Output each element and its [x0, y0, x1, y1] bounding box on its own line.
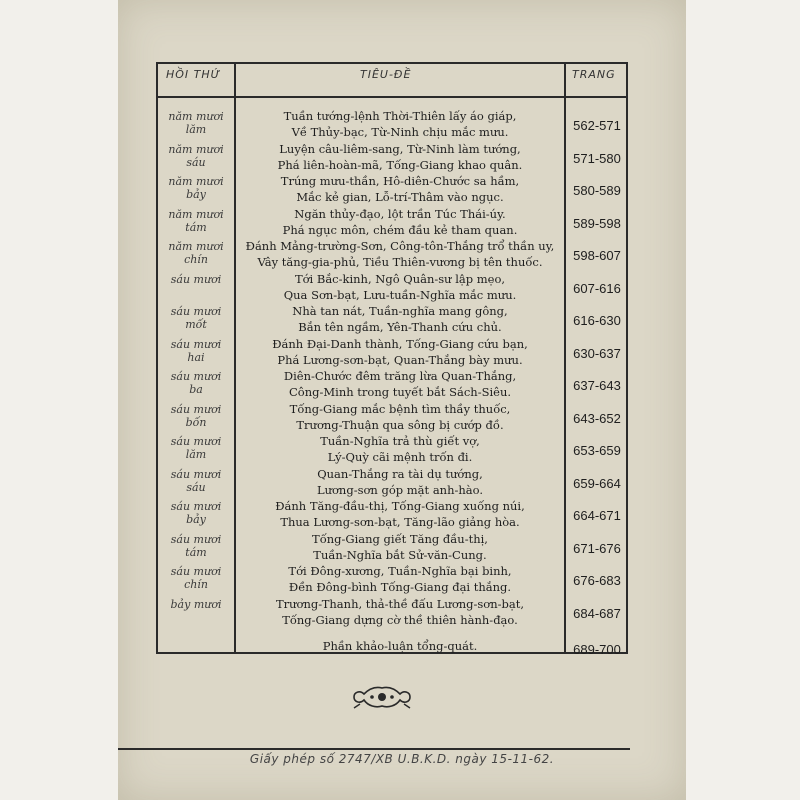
chapter-number: bảy [186, 188, 206, 201]
page-range: 598-607 [573, 248, 621, 263]
chapter-number: sáu mươi [170, 402, 222, 416]
page-range: 571-580 [573, 150, 621, 166]
chapter-title-line: Trương-Thanh, thả-thề đấu Lương-sơn-bạt, [275, 596, 525, 611]
page-range: 580-589 [573, 183, 621, 198]
chapter-title-line: Lý-Quỳ cãi mệnh trốn đi. [327, 450, 473, 464]
chapter-number: tám [185, 545, 207, 559]
ornament-icon [350, 684, 414, 712]
chapter-number: mốt [185, 318, 207, 331]
page-range: 684-687 [573, 605, 621, 621]
page-range: 589-598 [573, 215, 621, 231]
page-range: 653-659 [573, 443, 621, 458]
chapter-title-line: Tuần-Nghĩa trả thù giết vợ, [320, 434, 480, 448]
chapter-number: sáu mươi [170, 532, 222, 546]
chapter-title-line: Trúng mưu-thần, Hô-diên-Chước sa hầm, [280, 174, 520, 188]
chapter-number: sáu mươi [170, 337, 222, 351]
page-range: 637-643 [573, 378, 621, 393]
chapter-title-line: Tuần-Nghĩa bắt Sử-văn-Cung. [313, 547, 487, 562]
chapter-number: bảy [186, 513, 206, 526]
chapter-number: năm mươi [168, 240, 224, 253]
chapter-number: sáu [186, 480, 206, 494]
chapter-title-line: Công-Minh trong tuyết bắt Sách-Siêu. [288, 385, 512, 399]
chapter-number: sáu mươi [170, 305, 222, 318]
chapter-number: tám [185, 220, 207, 234]
page-range: 607-616 [573, 280, 621, 296]
chapter-number: bốn [185, 415, 207, 429]
chapter-title-line: Đền Đông-bình Tống-Giang đại thắng. [288, 580, 512, 594]
chapter-number: năm mươi [168, 142, 224, 156]
page-range: 630-637 [573, 345, 621, 361]
chapter-number: ba [189, 383, 203, 396]
chapter-title-line: Đánh Tăng-đầu-thị, Tống-Giang xuống núi, [275, 499, 525, 513]
chapter-title-line: Tới Đông-xương, Tuần-Nghĩa bại binh, [288, 564, 512, 578]
chapter-title-line: Mắc kẻ gian, Lỗ-trí-Thâm vào ngục. [296, 190, 504, 204]
chapter-title-line: Tuần tướng-lệnh Thời-Thiên lấy áo giáp, [283, 109, 517, 123]
chapter-title-line: Diên-Chước đêm trăng lừa Quan-Thắng, [283, 369, 517, 383]
chapter-title-line: Tống-Giang dựng cờ thề thiên hành-đạo. [282, 612, 518, 627]
page-range: 562-571 [573, 118, 621, 133]
chapter-title-line: Tống-Giang giết Tăng đầu-thị, [312, 531, 488, 546]
chapter-number: sáu mươi [170, 500, 222, 513]
chapter-number: lăm [185, 448, 207, 461]
header-tieu-de: TIÊU-ĐỀ [360, 68, 412, 81]
page-range: 616-630 [573, 313, 621, 328]
page-range: 659-664 [573, 475, 621, 491]
chapter-title-line: Quan-Thắng ra tài dụ tướng, [317, 466, 483, 481]
license-footer: Giấy phép số 2747/XB U.B.K.D. ngày 15-11-62. [249, 752, 555, 766]
header-hoi-thu: HỒI THỨ [166, 68, 221, 81]
chapter-title-line: Phá ngục môn, chém đầu kẻ tham quan. [282, 222, 518, 237]
header-trang: TRANG [572, 68, 616, 81]
page-range: 643-652 [573, 410, 621, 426]
chapter-title-line: Bắn tên ngầm, Yên-Thanh cứu chủ. [298, 320, 502, 334]
chapter-number: chín [184, 253, 208, 266]
chapter-number: sáu mươi [170, 435, 222, 448]
chapter-title-line: Nhà tan nát, Tuần-nghĩa mang gông, [292, 304, 508, 318]
chapter-number: sáu mươi [170, 370, 222, 383]
page-range: 689-700 [573, 642, 621, 657]
chapter-number: bảy mươi [170, 597, 222, 611]
chapter-title-line: Phá liên-hoàn-mã, Tống-Giang khao quân. [277, 157, 523, 172]
chapter-title-line: Ngăn thủy-đạo, lột trần Túc Thái-úy. [294, 206, 506, 221]
chapter-number: sáu [186, 155, 206, 169]
chapter-title-line: Thua Lương-sơn-bạt, Tăng-lão giảng hòa. [280, 515, 520, 529]
chapter-number: sáu mươi [170, 272, 222, 286]
header-divider [156, 96, 628, 98]
chapter-title-line: Đánh Mảng-trường-Sơn, Công-tôn-Thắng trổ thần uy, [245, 239, 555, 253]
chapter-title-line: Đánh Đại-Danh thành, Tống-Giang cứu bạn, [272, 336, 528, 351]
chapter-number: chín [184, 578, 208, 591]
chapter-number: sáu mươi [170, 565, 222, 578]
chapter-number: năm mươi [168, 175, 224, 188]
chapter-number: hai [187, 350, 205, 364]
footer-divider [118, 748, 630, 750]
page-range: 676-683 [573, 573, 621, 588]
chapter-title-line: Qua Sơn-bạt, Lưu-tuần-Nghĩa mắc mưu. [283, 287, 517, 302]
chapter-title-line: Luyện câu-liêm-sang, Từ-Ninh làm tướng, [279, 141, 521, 156]
chapter-title-line: Vây tăng-gia-phủ, Tiều Thiên-vương bị tên thuốc. [257, 255, 543, 269]
chapter-number: năm mươi [168, 110, 224, 123]
chapter-title-line: Về Thủy-bạc, Từ-Ninh chịu mắc mưu. [291, 125, 509, 139]
chapter-title-line: Tới Bắc-kinh, Ngô Quân-sư lập mẹo, [294, 271, 506, 286]
chapter-title-line: Tống-Giang mắc bệnh tìm thầy thuốc, [289, 401, 511, 416]
chapter-number: năm mươi [168, 207, 224, 221]
chapter-title-line: Lương-sơn góp mặt anh-hào. [316, 482, 484, 497]
page-range: 671-676 [573, 540, 621, 556]
chapter-title-line: Trương-Thuận qua sông bị cướp đồ. [296, 417, 504, 432]
page-range: 664-671 [573, 508, 621, 523]
chapter-number: lăm [185, 123, 207, 136]
chapter-title-line: Phá Lương-sơn-bạt, Quan-Thắng bày mưu. [277, 352, 523, 367]
chapter-title-line: Phần khảo-luận tổng-quát. [322, 639, 478, 653]
chapter-number: sáu mươi [170, 467, 222, 481]
